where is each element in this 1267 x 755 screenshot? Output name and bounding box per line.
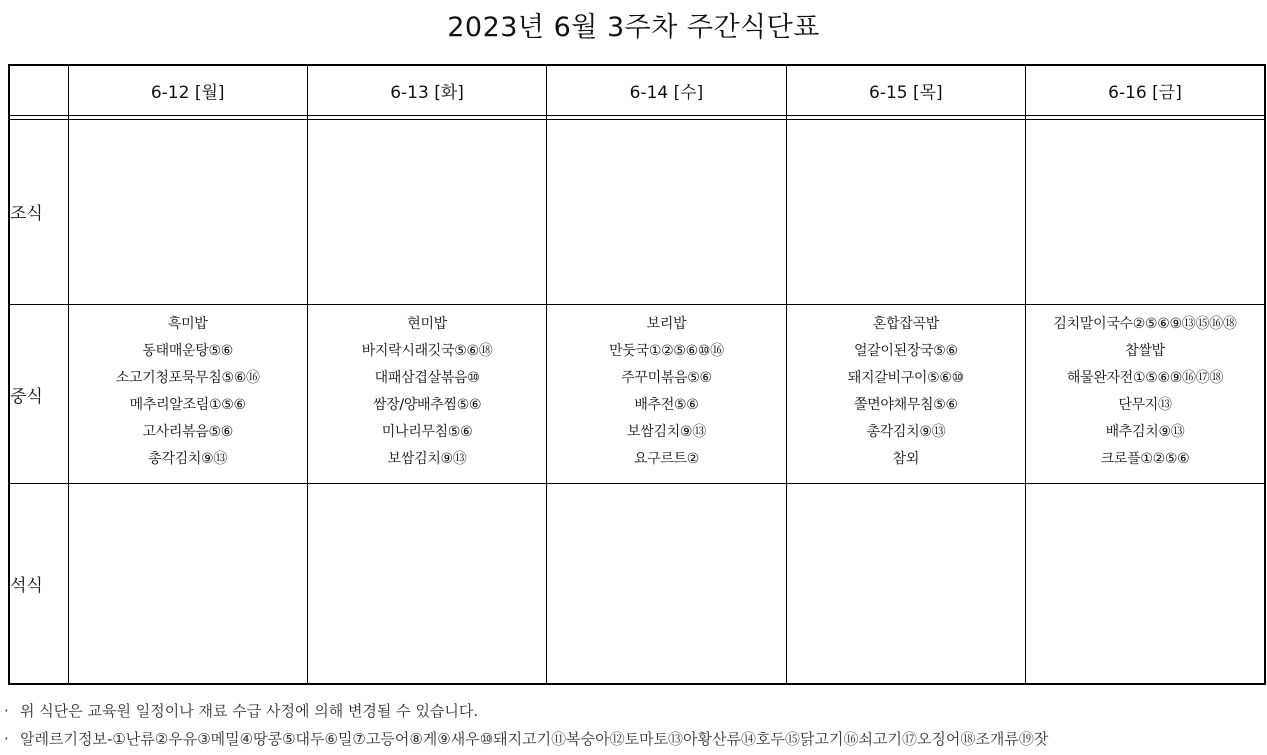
menu-item: 동태매운탕⑤⑥ <box>142 343 233 360</box>
menu-item: 대패삼겹살볶음⑩ <box>374 370 480 387</box>
menu-item: 총각김치⑨⑬ <box>148 451 228 468</box>
corner-cell <box>9 65 68 115</box>
day-header-wed: 6-14 [수] <box>547 65 786 115</box>
day-header-row <box>9 65 1265 115</box>
bullet: · <box>4 730 9 748</box>
menu-item: 주꾸미볶음⑤⑥ <box>621 370 712 387</box>
menu-item: 보쌈김치⑨⑬ <box>387 451 467 468</box>
menu-item: 쌈장/양배추찜⑤⑥ <box>372 397 482 414</box>
menu-item: 미나리무침⑤⑥ <box>381 424 473 441</box>
menu-item: 얼갈이된장국⑤⑥ <box>853 343 958 360</box>
menu-item: 총각김치⑨⑬ <box>866 424 946 441</box>
change-notice <box>4 697 1264 725</box>
menu-list <box>1026 305 1264 473</box>
day-header-fri: 6-16 [금] <box>1026 65 1265 115</box>
menu-item: 혼합잡곡밥 <box>872 316 939 333</box>
allergy-info <box>4 725 1264 753</box>
breakfast-row <box>9 119 1265 305</box>
dinner-cell-thu <box>786 483 1025 684</box>
breakfast-cell-fri <box>1026 119 1265 305</box>
day-header-tue: 6-13 [화] <box>307 65 546 115</box>
menu-item: 보리밥 <box>646 316 687 333</box>
menu-item: 바지락시래깃국⑤⑥⑱ <box>361 343 493 360</box>
menu-item: 보쌈김치⑨⑬ <box>627 424 706 441</box>
menu-item: 김치말이국수②⑤⑥⑨⑬⑮⑯⑱ <box>1053 316 1237 333</box>
allergy-info-text: 알레르기정보-①난류②우유③메밀④땅콩⑤대두⑥밀⑦고등어⑧게⑨새우⑩돼지고기⑪복숭아⑫토마토⑬아황산류⑭호두⑮닭고기⑯쇠고기⑰오징어⑱조개류⑲잣 <box>20 730 1049 748</box>
menu-item: 돼지갈비구이⑤⑥⑩ <box>847 370 964 387</box>
lunch-row <box>9 305 1265 484</box>
lunch-cell-tue <box>307 305 546 484</box>
breakfast-label: 조식 <box>9 119 68 305</box>
bullet: · <box>4 702 9 720</box>
menu-item: 만둣국①②⑤⑥⑩⑯ <box>609 343 724 360</box>
footnotes <box>4 697 1264 753</box>
dinner-cell-wed <box>547 483 786 684</box>
menu-item: 배추전⑤⑥ <box>634 397 699 414</box>
dinner-label: 석식 <box>9 483 68 684</box>
menu-list <box>308 305 546 473</box>
breakfast-cell-thu <box>786 119 1025 305</box>
menu-item: 크로플①②⑤⑥ <box>1100 451 1190 468</box>
menu-list <box>69 305 307 473</box>
breakfast-cell-mon <box>68 119 307 305</box>
menu-item: 메추리알조림①⑤⑥ <box>129 397 246 414</box>
menu-item: 쫄면야채무침⑤⑥ <box>853 397 958 414</box>
breakfast-cell-wed <box>547 119 786 305</box>
day-header-thu: 6-15 [목] <box>786 65 1025 115</box>
menu-item: 찹쌀밥 <box>1125 343 1165 360</box>
menu-item: 해물완자전①⑤⑥⑨⑯⑰⑱ <box>1066 370 1224 387</box>
lunch-cell-fri <box>1026 305 1265 484</box>
menu-item: 배추김치⑨⑬ <box>1105 424 1185 441</box>
menu-item: 요구르트② <box>633 451 700 468</box>
dinner-row <box>9 483 1265 684</box>
lunch-label: 중식 <box>9 305 68 484</box>
lunch-cell-thu <box>786 305 1025 484</box>
menu-item: 현미밥 <box>407 316 447 333</box>
page-title: 2023년 6월 3주차 주간식단표 <box>447 12 820 43</box>
menu-item: 소고기청포묵무침⑤⑥⑯ <box>115 370 260 387</box>
menu-list <box>787 305 1025 473</box>
lunch-cell-wed <box>547 305 786 484</box>
dinner-cell-mon <box>68 483 307 684</box>
menu-item: 흑미밥 <box>167 316 208 333</box>
change-notice-text: 위 식단은 교육원 일정이나 재료 수급 사정에 의해 변경될 수 있습니다. <box>20 702 479 720</box>
menu-item: 단무지⑬ <box>1118 397 1172 414</box>
dinner-cell-tue <box>307 483 546 684</box>
weekly-menu-table <box>8 64 1266 685</box>
menu-item: 참외 <box>892 451 920 468</box>
menu-list <box>547 305 785 473</box>
day-header-mon: 6-12 [월] <box>68 65 307 115</box>
breakfast-cell-tue <box>307 119 546 305</box>
lunch-cell-mon <box>68 305 307 484</box>
dinner-cell-fri <box>1026 483 1265 684</box>
menu-item: 고사리볶음⑤⑥ <box>142 424 233 441</box>
